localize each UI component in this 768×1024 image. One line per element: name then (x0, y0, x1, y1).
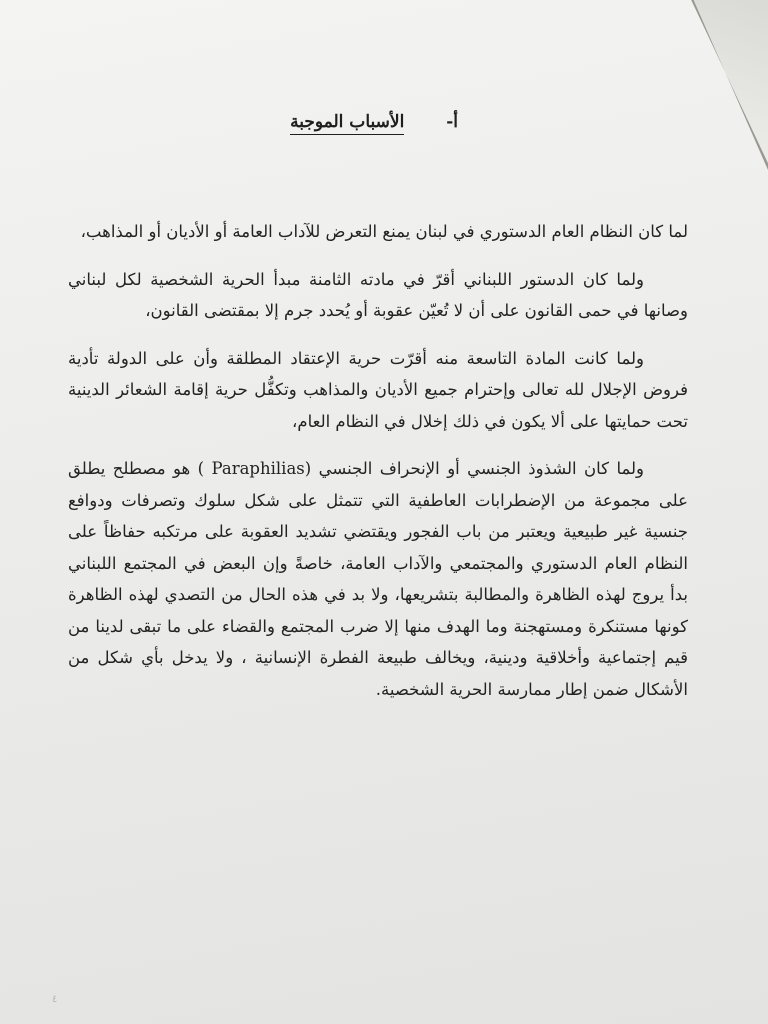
paraphilias-text-before: ولما كان الشذوذ الجنسي أو الإنحراف الجنسي (311, 459, 645, 478)
paragraph-paraphilias (68, 453, 688, 705)
page-mark: ٤ (52, 994, 58, 1005)
paraphilias-text-after: هو مصطلح يطلق على مجموعة من الإضطرابات العاطفية التي تتمثل على شكل سلوك وتصرفات ودوافع جنسية غير طبيعية ويعتبر من باب الفجور ويقتضي تشديد العقوبة على مرتكبه حفاظاً على النظام العام الدستوري والمجتمعي والآداب العامة، خاصةً وإن البعض في المجتمع اللبناني بدأ يروج لهذه الظاهرة والمطالبة بتشريعها، ولا بد في هذه الحال من التصدي لهذه الظاهرة كونها مستنكرة ومستهجنة وما الهدف منها إلا ضرب المجتمع والقضاء على ما تبقى لدينا من قيم إجتماعية وأخلاقية ودينية، ويخالف طبيعة الفطرة الإنسانية ، ولا يدخل بأي شكل من الأشكال ضمن إطار ممارسة الحرية الشخصية. (68, 459, 688, 699)
document-body (68, 216, 688, 721)
underlying-sheet-corner (648, 0, 768, 170)
section-heading (290, 112, 458, 132)
section-title: الأسباب الموجبة (290, 112, 404, 135)
paraphilias-term: ( Paraphilias) (197, 459, 312, 478)
paragraph-personal-freedom: ولما كان الدستور اللبناني أقرّ في مادته الثامنة مبدأ الحرية الشخصية لكل لبناني وصانها في حمى القانون على أن لا تُعيّن عقوبة أو يُحدد جرم إلا بمقتضى القانون، (68, 269, 688, 320)
section-number: أ- (446, 112, 458, 132)
paragraph-freedom-of-belief: ولما كانت المادة التاسعة منه أقرّت حرية الإعتقاد المطلقة وأن على الدولة تأدية فروض الإجلال لله تعالى وإحترام جميع الأديان والمذاهب وتكفُّل حرية إقامة الشعائر الدينية تحت حمايتها على ألا يكون في ذلك إخلال في النظام العام، (68, 348, 688, 431)
paragraph-public-order: لما كان النظام العام الدستوري في لبنان يمنع التعرض للآداب العامة أو الأديان أو المذاهب، (80, 222, 688, 241)
